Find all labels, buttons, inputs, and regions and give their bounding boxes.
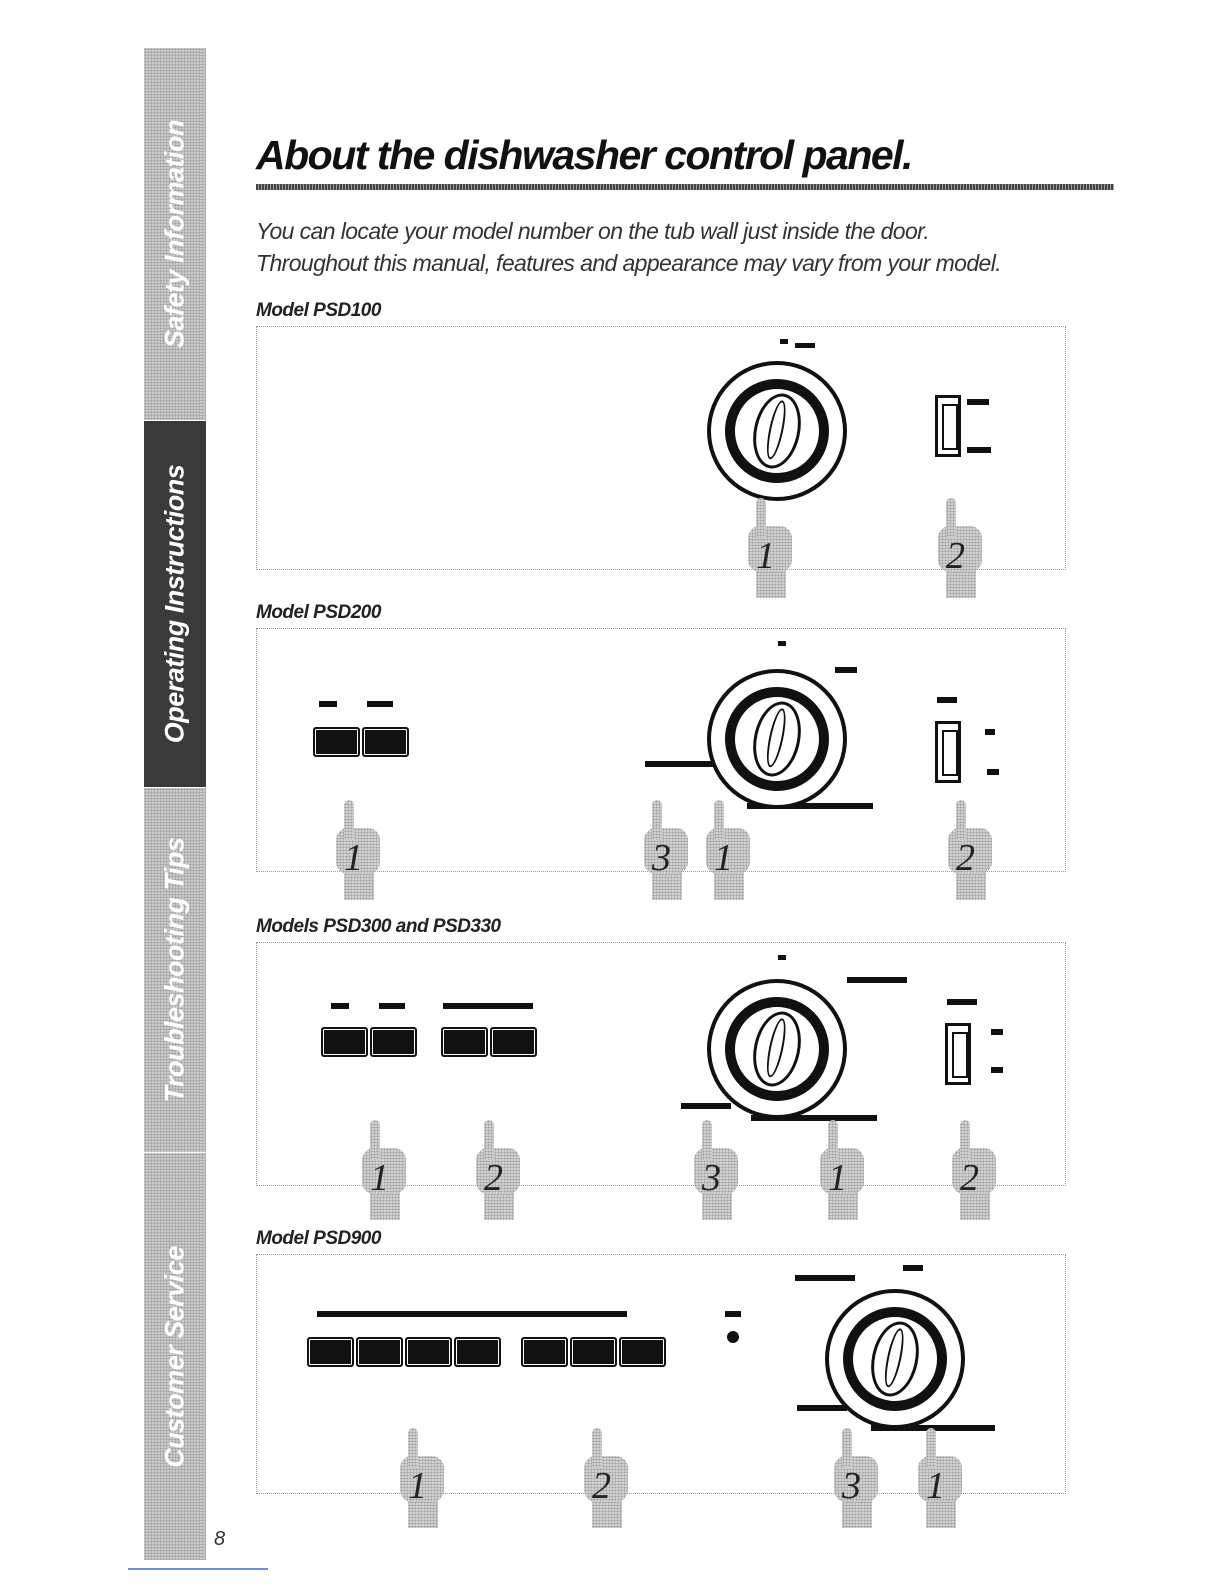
intro-line-1: You can locate your model number on the tub wall just inside the door.: [256, 218, 930, 244]
option-button[interactable]: [441, 1027, 488, 1057]
pointer-hand-icon: [820, 1120, 864, 1220]
delay-indicator-icon: [727, 1331, 739, 1343]
option-button[interactable]: [570, 1337, 617, 1367]
button-bank: [441, 1027, 539, 1057]
switch-label-marking: [937, 697, 957, 703]
cycle-dial[interactable]: [825, 1289, 965, 1429]
pointer-hand-icon: [952, 1120, 996, 1220]
option-button[interactable]: [521, 1337, 568, 1367]
pointer-hand-icon: [938, 498, 982, 598]
cycle-dial[interactable]: [707, 361, 847, 501]
model-label-psd300-psd330: Models PSD300 and PSD330: [256, 916, 501, 937]
intro-line-2: Throughout this manual, features and appearance may vary from your model.: [256, 250, 1002, 276]
button-label-marking: [317, 1311, 547, 1317]
dial-marking: [780, 339, 788, 344]
option-button[interactable]: [490, 1027, 537, 1057]
footer-rule: [128, 1568, 268, 1570]
callout-number: 3: [702, 1157, 721, 1199]
tab-operating-instructions[interactable]: [144, 421, 206, 788]
page-number: 8: [214, 1528, 226, 1550]
rocker-switch[interactable]: [935, 721, 961, 783]
button-bank: [313, 727, 411, 757]
tab-label: Safety Information: [159, 119, 190, 349]
pointer-hand-icon: [748, 498, 792, 598]
dial-marking: [835, 667, 857, 673]
cycle-button[interactable]: [313, 727, 360, 757]
page-title: About the dishwasher control panel.: [256, 132, 912, 178]
button-label-marking: [367, 701, 393, 707]
tab-label: Customer Service: [159, 1245, 190, 1468]
switch-label-marking: [967, 447, 991, 453]
pointer-hand-icon: [694, 1120, 738, 1220]
rocker-switch[interactable]: [945, 1023, 971, 1085]
callout-number: 1: [408, 1465, 427, 1507]
cycle-button[interactable]: [362, 727, 409, 757]
model-label-psd200: Model PSD200: [256, 602, 381, 623]
switch-label-marking: [991, 1067, 1003, 1073]
switch-label-marking: [987, 769, 999, 775]
callout-number: 1: [714, 837, 733, 879]
dial-marking: [847, 977, 907, 983]
rocker-switch[interactable]: [935, 395, 961, 457]
pointer-hand-icon: [362, 1120, 406, 1220]
cycle-button[interactable]: [405, 1337, 452, 1367]
button-label-marking: [443, 1003, 533, 1009]
callout-number: 1: [370, 1157, 389, 1199]
dial-marking: [795, 1275, 855, 1281]
callout-number: 2: [484, 1157, 503, 1199]
callout-number: 2: [956, 837, 975, 879]
dial-marking: [645, 761, 715, 767]
section-tabs: [144, 48, 206, 1560]
callout-number: 1: [344, 837, 363, 879]
pointer-hand-icon: [948, 800, 992, 900]
callout-number: 2: [592, 1465, 611, 1507]
dial-marking: [795, 343, 815, 348]
cycle-dial[interactable]: [707, 669, 847, 809]
button-label-marking: [331, 1003, 349, 1009]
pointer-hand-icon: [644, 800, 688, 900]
button-label-marking: [379, 1003, 405, 1009]
switch-label-marking: [991, 1029, 1003, 1035]
tab-label: Operating Instructions: [159, 464, 190, 744]
cycle-dial[interactable]: [707, 979, 847, 1119]
cycle-button[interactable]: [321, 1027, 368, 1057]
cycle-button[interactable]: [356, 1337, 403, 1367]
title-divider: [256, 184, 1114, 190]
pointer-hand-icon: [918, 1428, 962, 1528]
callout-number: 2: [960, 1157, 979, 1199]
callout-number: 3: [652, 837, 671, 879]
option-button[interactable]: [619, 1337, 666, 1367]
dial-marking: [778, 641, 786, 646]
tab-customer-service[interactable]: [144, 1153, 206, 1561]
pointer-hand-icon: [400, 1428, 444, 1528]
cycle-button[interactable]: [370, 1027, 417, 1057]
pointer-hand-icon: [584, 1428, 628, 1528]
switch-label-marking: [985, 729, 995, 735]
delay-label-marking: [725, 1311, 741, 1317]
callout-number: 3: [842, 1465, 861, 1507]
dial-marking: [797, 1405, 847, 1411]
button-bank: [521, 1337, 668, 1367]
callout-number: 1: [926, 1465, 945, 1507]
dial-marking: [681, 1103, 731, 1109]
dial-marking: [903, 1265, 923, 1271]
cycle-button[interactable]: [454, 1337, 501, 1367]
dial-marking: [778, 955, 786, 960]
pointer-hand-icon: [336, 800, 380, 900]
button-label-marking: [319, 701, 337, 707]
tab-label: Troubleshooting Tips: [159, 837, 190, 1103]
pointer-hand-icon: [476, 1120, 520, 1220]
tab-troubleshooting-tips[interactable]: [144, 788, 206, 1153]
callout-number: 1: [828, 1157, 847, 1199]
button-label-marking: [527, 1311, 627, 1317]
switch-label-marking: [947, 999, 977, 1005]
switch-label-marking: [967, 399, 989, 405]
cycle-button[interactable]: [307, 1337, 354, 1367]
callout-number: 1: [756, 535, 775, 577]
pointer-hand-icon: [834, 1428, 878, 1528]
pointer-hand-icon: [706, 800, 750, 900]
button-bank: [321, 1027, 419, 1057]
model-label-psd900: Model PSD900: [256, 1228, 381, 1249]
callout-number: 2: [946, 535, 965, 577]
button-bank: [307, 1337, 503, 1367]
tab-safety-information[interactable]: [144, 48, 206, 421]
model-label-psd100: Model PSD100: [256, 300, 381, 321]
